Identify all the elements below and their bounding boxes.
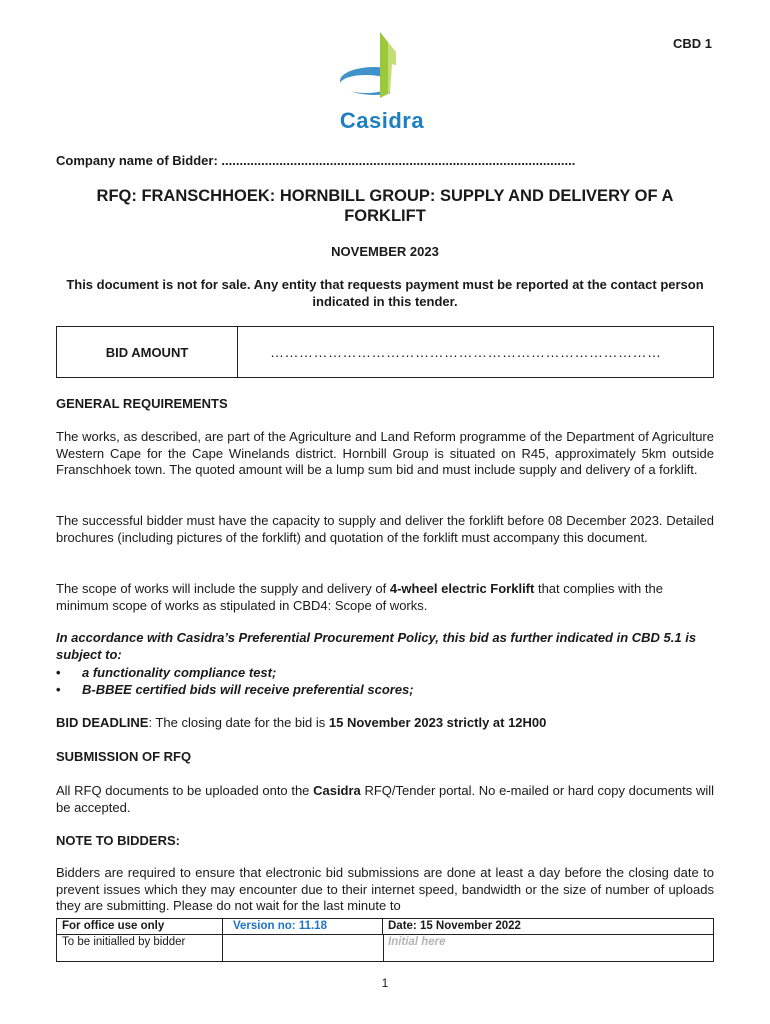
general-paragraph-2: The successful bidder must have the capacity to supply and deliver the forklift before 08 December 2023. Detailed brochures (including pictures of the forklift) and quotation of the forklift must accompany this document. <box>56 513 714 545</box>
document-title: RFQ: FRANSCHHOEK: HORNBILL GROUP: SUPPLY AND DELIVERY OF A FORKLIFT <box>96 187 674 225</box>
office-use-table <box>56 918 714 962</box>
bid-amount-value: ……………………………………………………………………… <box>270 344 662 360</box>
submission-heading: SUBMISSION OF RFQ <box>56 749 192 764</box>
note-to-bidders-heading: NOTE TO BIDDERS: <box>56 833 180 848</box>
company-name-field: Company name of Bidder: .................................................................................................. <box>56 153 576 168</box>
version-date: Date: 15 November 2022 <box>388 920 521 932</box>
scope-forklift-type: 4-wheel electric Forklift <box>389 581 535 596</box>
bid-amount-label: BID AMOUNT <box>57 327 238 377</box>
page-number: 1 <box>381 976 389 990</box>
general-paragraph-3 <box>56 581 714 614</box>
bid-amount-box <box>56 326 714 378</box>
submission-pre: All RFQ documents to be uploaded onto the <box>56 783 314 798</box>
policy-bullet-2 <box>56 682 414 697</box>
note-to-bidders-text: Bidders are required to ensure that electronic bid submissions are done at least a day before the closing date to prevent issues which they may encounter due to their internet speed, bandwidth or the size of number of uploads they are submitting. Please do not wait for the last minute to <box>56 865 714 913</box>
initialled-label: To be initialled by bidder <box>57 934 223 962</box>
policy-bullet-1 <box>56 665 276 680</box>
casidra-logo-icon <box>326 26 438 110</box>
scope-text-pre: The scope of works will include the supply and delivery of <box>56 581 390 596</box>
bid-deadline <box>56 715 714 732</box>
bullet-text: a functionality compliance test; <box>82 665 277 680</box>
document-code: CBD 1 <box>672 36 712 51</box>
casidra-wordmark: Casidra <box>339 108 425 133</box>
office-use-label: For office use only <box>57 919 223 934</box>
document-date: NOVEMBER 2023 <box>331 244 439 259</box>
version-number: Version no: 11.18 <box>223 919 383 934</box>
submission-text <box>56 783 714 816</box>
casidra-logo <box>326 26 438 132</box>
bullet-symbol: • <box>56 665 61 680</box>
office-use-row <box>57 919 713 935</box>
bid-deadline-label: BID DEADLINE <box>56 715 149 730</box>
submission-casidra: Casidra <box>313 783 361 798</box>
not-for-sale-notice: This document is not for sale. Any entity that requests payment must be reported at the contact person indicated in this tender. <box>66 277 704 309</box>
scope-text-post: that complies with the minimum scope of works as stipulated in CBD4: Scope of works. <box>56 581 663 613</box>
preferential-policy-text: In accordance with Casidra’s Preferential Procurement Policy, this bid as further indicated in CBD 5.1 is subject to: <box>56 630 697 662</box>
initial-here-field[interactable]: Initial here <box>388 936 446 948</box>
general-paragraph-1: The works, as described, are part of the Agriculture and Land Reform programme of the Department of Agriculture Western Cape for the Cape Winelands district. Hornbill Group is situated on R45, approximately 5km outside Franschhoek town. The quoted amount will be a lump sum bid and must include supply and delivery of a forklift. <box>56 429 714 477</box>
bid-deadline-text: : The closing date for the bid is <box>148 715 329 730</box>
general-requirements-heading: GENERAL REQUIREMENTS <box>56 396 228 411</box>
submission-post: RFQ/Tender portal. No e-mailed or hard copy documents will be accepted. <box>56 783 715 815</box>
bullet-text: B-BBEE certified bids will receive preferential scores; <box>82 682 414 697</box>
bid-deadline-date: 15 November 2023 strictly at 12H00 <box>328 715 547 730</box>
bullet-symbol: • <box>56 682 61 697</box>
